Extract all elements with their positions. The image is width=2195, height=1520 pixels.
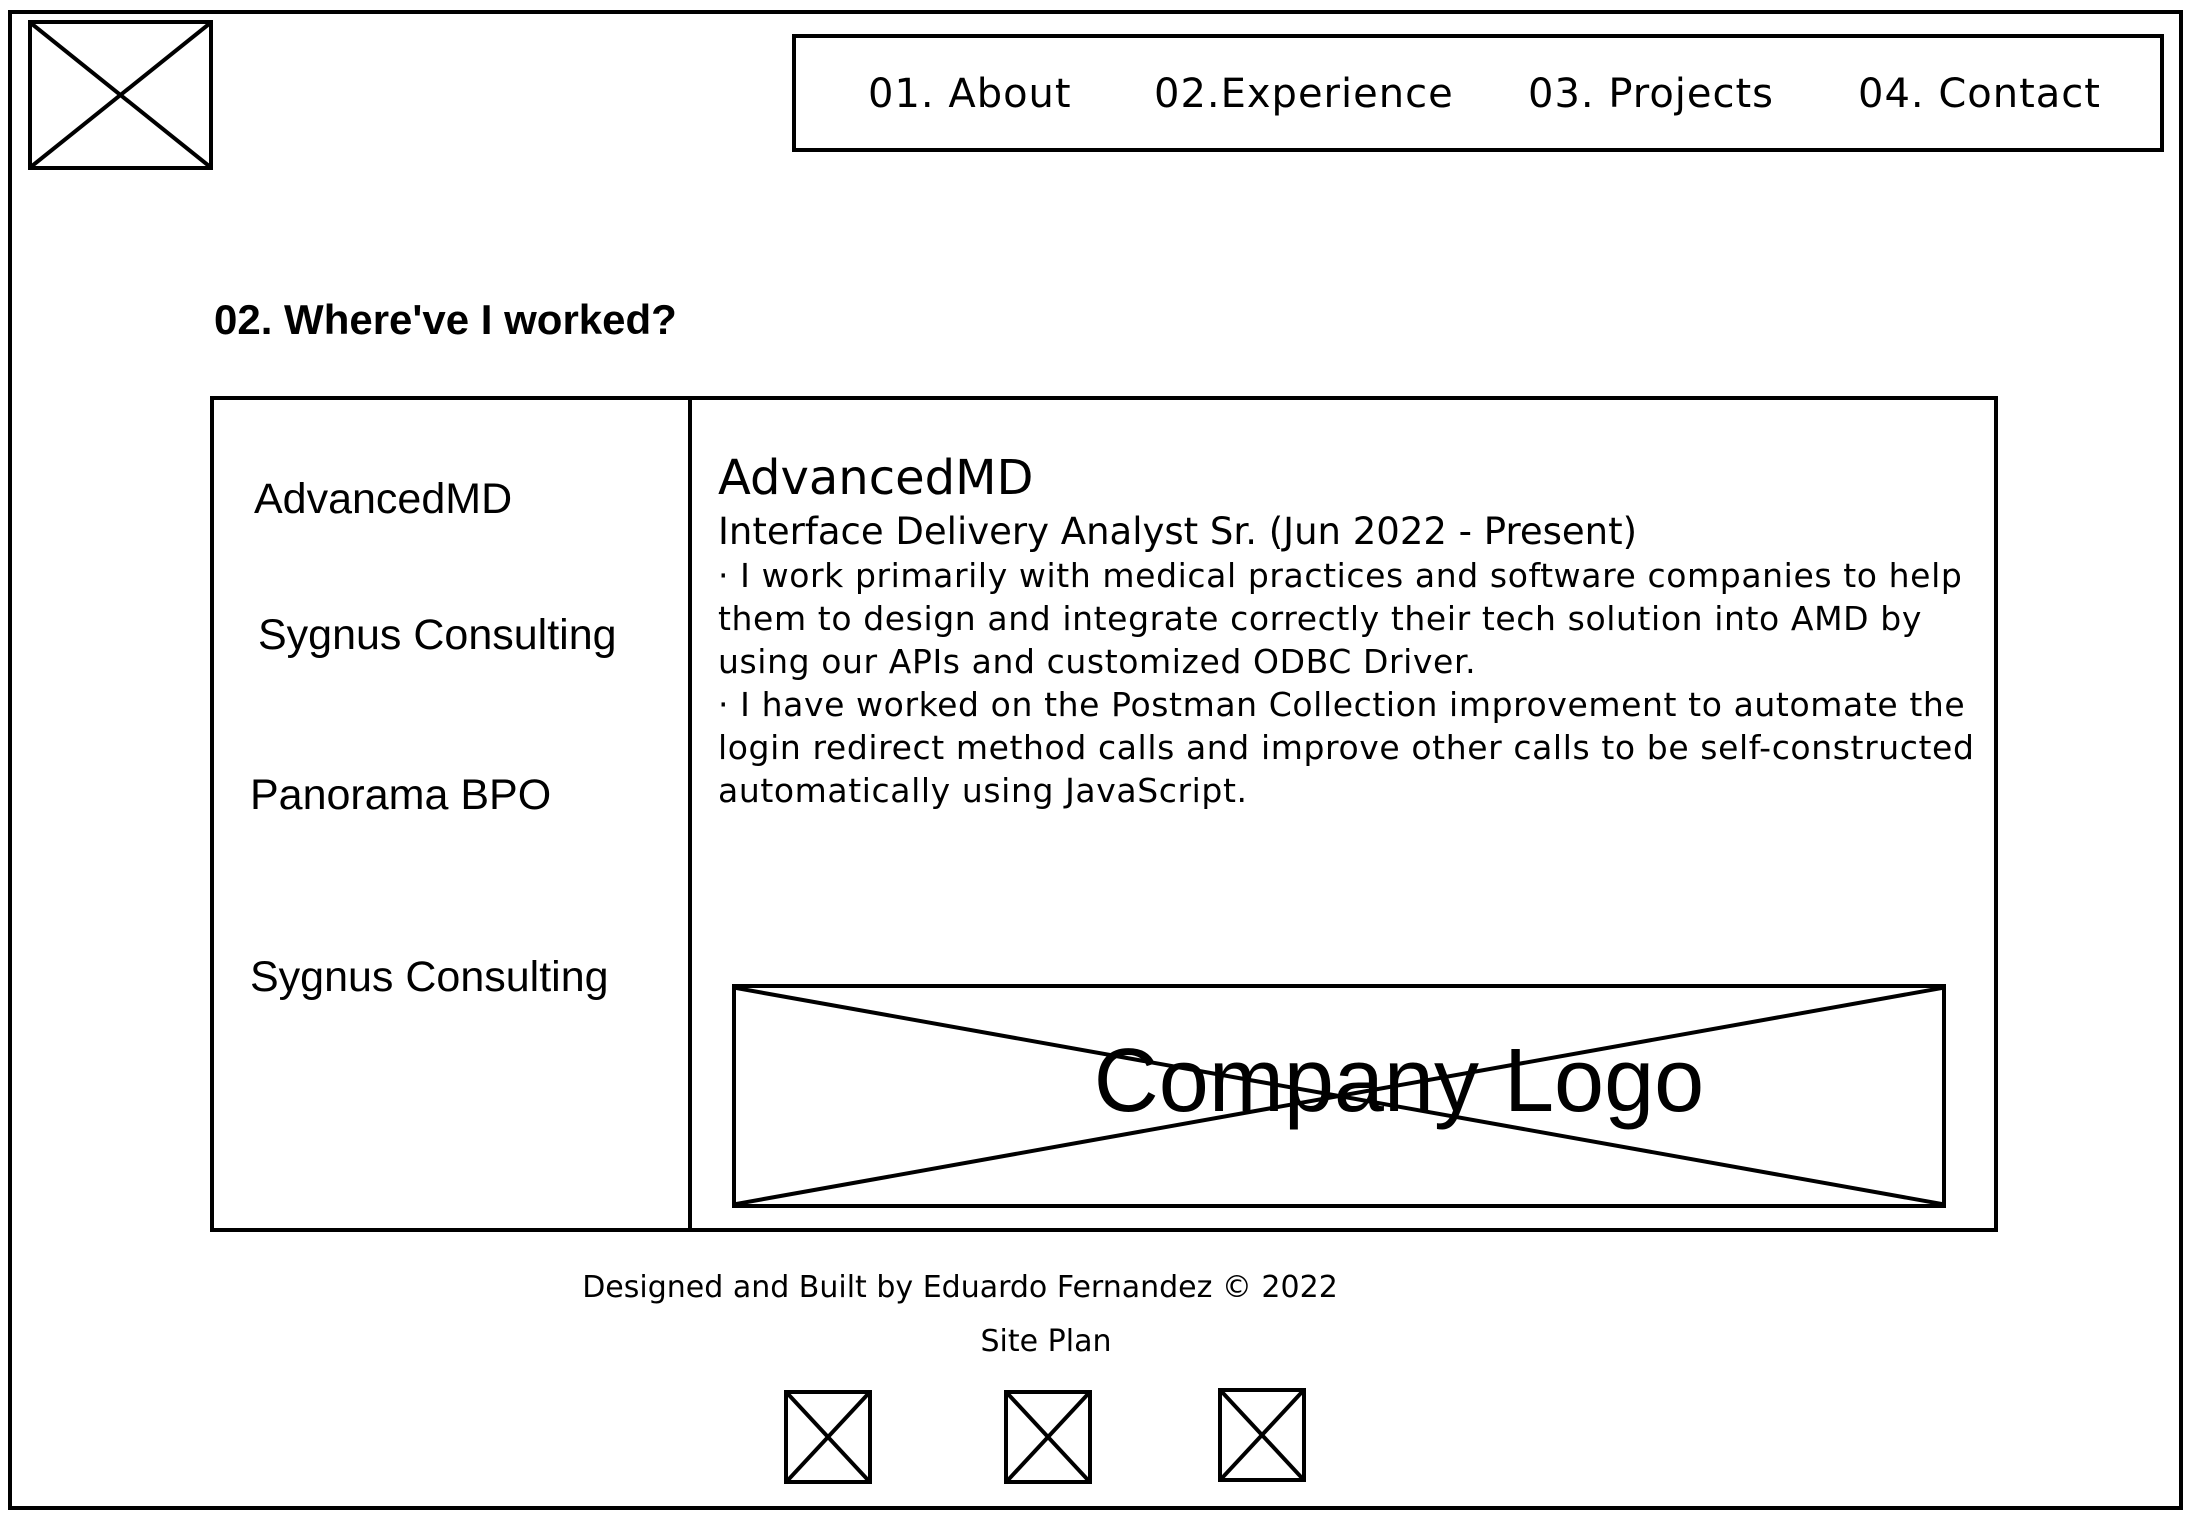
company-logo-placeholder [732,984,1946,1208]
detail-bullet: · I work primarily with medical practices and software companies to help them to design and integrate correctly their tech solution into AMD by using our APIs and customized ODBC Driver. [718,555,1963,681]
company-tab-advancedmd[interactable]: AdvancedMD [254,475,513,523]
detail-role: Interface Delivery Analyst Sr. (Jun 2022 - Present) [718,509,1638,553]
site-logo-placeholder-icon[interactable] [28,20,213,170]
company-tab-panorama-bpo[interactable]: Panorama BPO [250,771,552,819]
nav-projects-link[interactable]: 03. Projects [1528,71,1775,117]
detail-bullet: · I have worked on the Postman Collection improvement to automate the login redirect method calls and improve other calls to be self-constructed automatically using JavaScript. [718,684,1975,810]
nav-about-link[interactable]: 01. About [868,71,1072,117]
company-tab-list [250,400,674,1220]
nav-contact-link[interactable]: 04. Contact [1858,71,2101,117]
detail-company-name: AdvancedMD [718,450,1034,506]
company-tab-sygnus-consulting[interactable]: Sygnus Consulting [258,611,617,659]
nav-experience-link[interactable]: 02.Experience [1154,71,1454,117]
main-nav [792,34,2164,152]
section-title: 02. Where've I worked? [214,296,677,343]
company-tab-sygnus-consulting-2[interactable]: Sygnus Consulting [250,953,609,1001]
social-link-1-icon[interactable] [784,1390,872,1484]
site-plan-link[interactable]: Site Plan [980,1324,1112,1359]
social-link-3-icon[interactable] [1218,1388,1306,1482]
footer-credit: Designed and Built by Eduardo Fernandez © 2022 [582,1270,1338,1305]
social-link-2-icon[interactable] [1004,1390,1092,1484]
company-logo-label: Company Logo [1093,1031,1705,1131]
experience-detail [718,450,1988,812]
panel-divider [688,398,692,1230]
